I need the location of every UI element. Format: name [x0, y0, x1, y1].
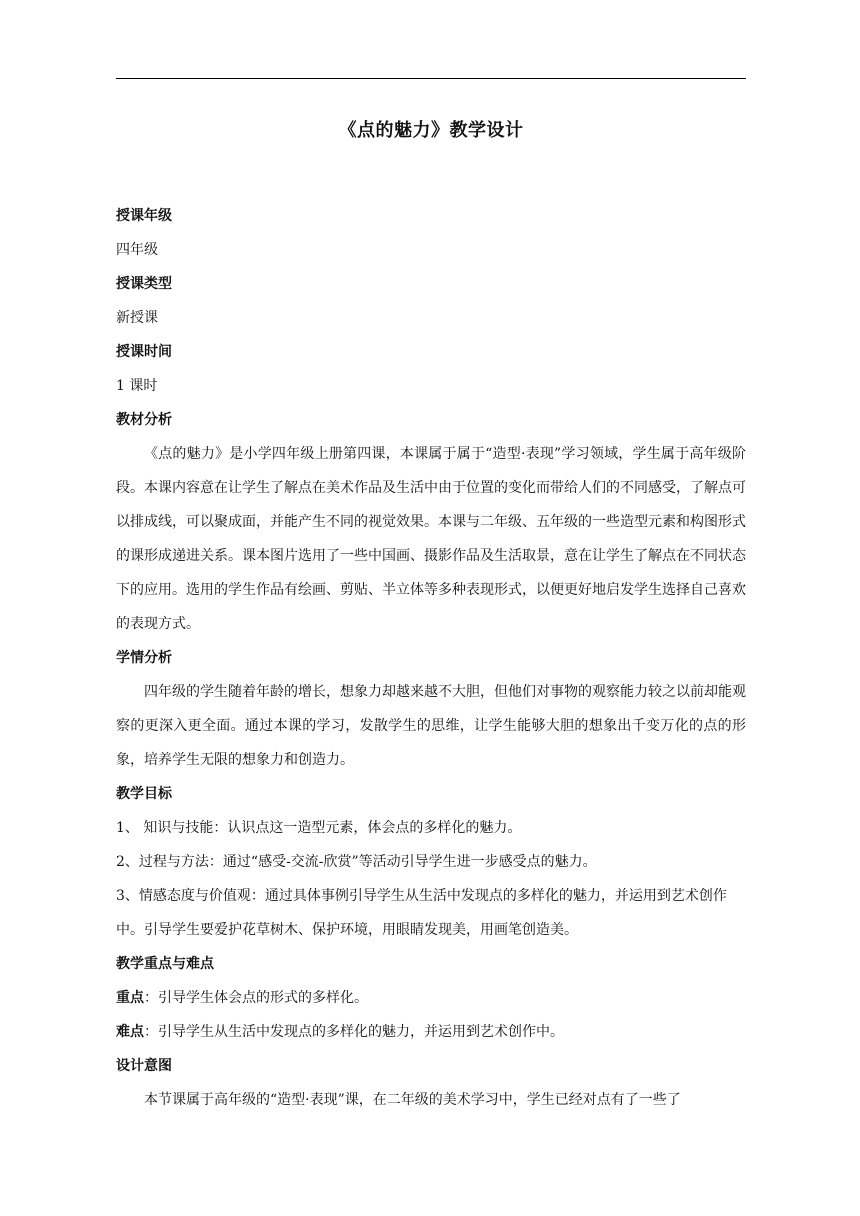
focus-key-label: 重点	[116, 990, 144, 1006]
section-heading-material: 教材分析	[116, 412, 172, 428]
focus-difficulty-line	[116, 1015, 746, 1049]
document-body	[116, 199, 746, 1117]
focus-key-text: ：引导学生体会点的形式的多样化。	[144, 990, 368, 1006]
section-heading-focus: 教学重点与难点	[116, 956, 214, 972]
goal-item-1: 1、 知识与技能：认识点这一造型元素，体会点的多样化的魅力。	[116, 820, 522, 836]
section-heading-grade: 授课年级	[116, 208, 172, 224]
focus-key-line	[116, 981, 746, 1015]
section-heading-time: 授课时间	[116, 344, 172, 360]
section-text-type: 新授课	[116, 310, 158, 326]
document-title: 《点的魅力》教学设计	[338, 120, 524, 141]
section-text-material: 《点的魅力》是小学四年级上册第四课，本课属于属于“造型·表现”学习领域，学生属于高年级阶段。本课内容意在让学生了解点在美术作品及生活中由于位置的变化而带给人们的不同感受，了解点可以排成线，可以聚成面，并能产生不同的视觉效果。本课与二年级、五年级的一些造型元素和构图形式的课形成递进关系。课本图片选用了一些中国画、摄影作品及生活取景，意在让学生了解点在不同状态下的应用。选用的学生作品有绘画、剪贴、半立体等多种表现形式，以便更好地启发学生选择自己喜欢的表现方式。	[116, 446, 746, 632]
section-heading-students: 学情分析	[116, 650, 172, 666]
goal-item-2: 2、过程与方法：通过“感受-交流-欣赏”等活动引导学生进一步感受点的魅力。	[116, 854, 597, 870]
section-text-grade: 四年级	[116, 242, 158, 258]
section-heading-goals: 教学目标	[116, 786, 172, 802]
section-text-students: 四年级的学生随着年龄的增长，想象力却越来越不大胆，但他们对事物的观察能力较之以前却能观察的更深入更全面。通过本课的学习，发散学生的思维，让学生能够大胆的想象出千变万化的点的形象，培养学生无限的想象力和创造力。	[116, 684, 746, 768]
focus-difficulty-label: 难点	[116, 1024, 144, 1040]
focus-difficulty-text: ：引导学生从生活中发现点的多样化的魅力，并运用到艺术创作中。	[144, 1024, 564, 1040]
section-text-time: 1 课时	[116, 378, 158, 394]
section-heading-intent: 设计意图	[116, 1058, 172, 1074]
goal-item-3: 3、情感态度与价值观：通过具体事例引导学生从生活中发现点的多样化的魅力，并运用到艺术创作中。引导学生要爱护花草树木、保护环境，用眼睛发现美，用画笔创造美。	[116, 888, 727, 938]
section-heading-type: 授课类型	[116, 276, 172, 292]
section-text-intent: 本节课属于高年级的“造型·表现”课，在二年级的美术学习中，学生已经对点有了一些了	[144, 1092, 681, 1108]
header-rule	[116, 78, 746, 79]
